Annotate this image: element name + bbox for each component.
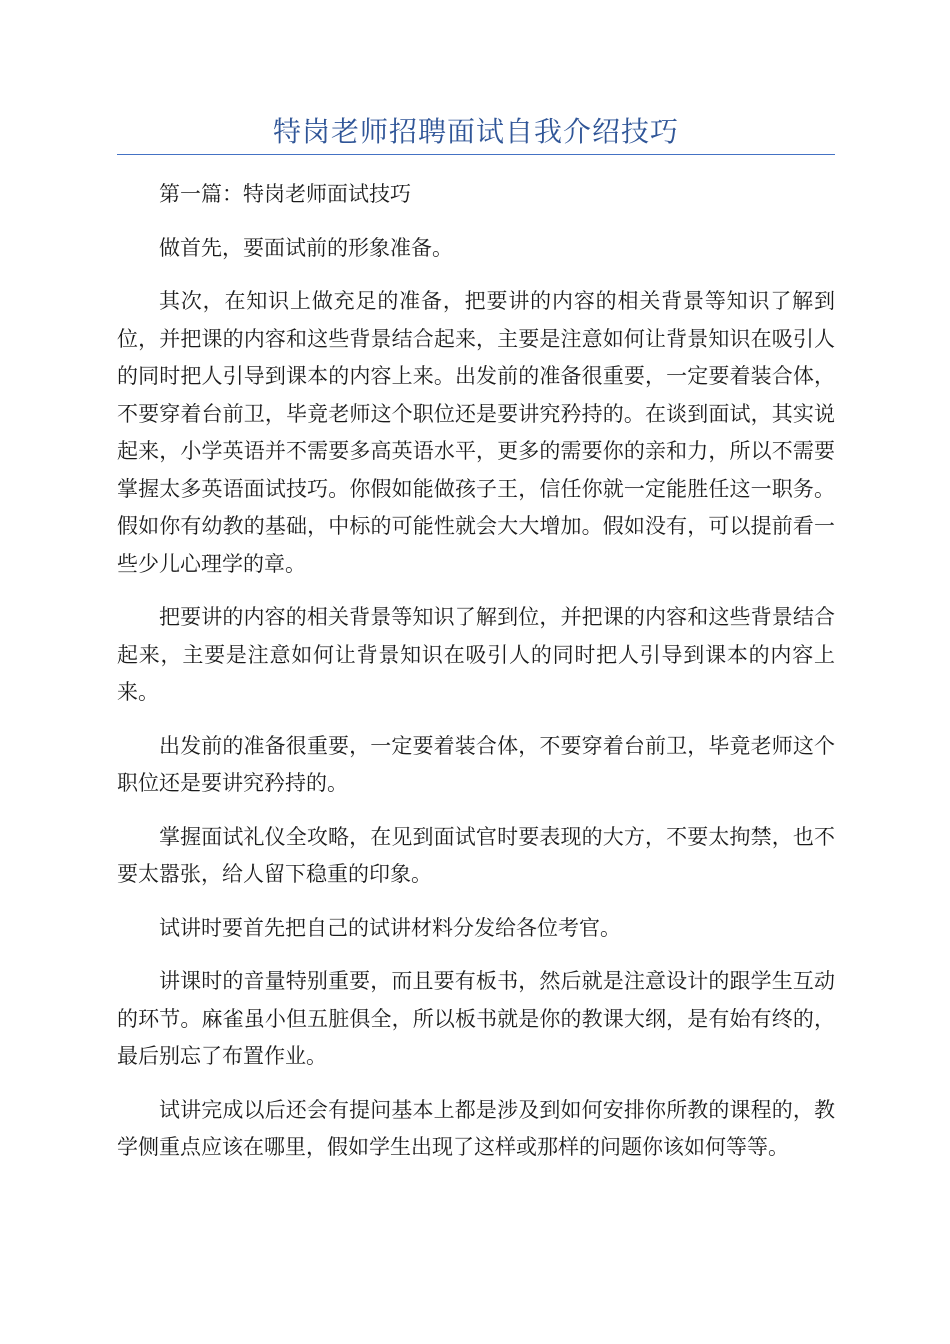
paragraph-7: 试讲时要首先把自己的试讲材料分发给各位考官。 [159, 915, 621, 940]
paragraph-2: 做首先，要面试前的形象准备。 [159, 235, 453, 260]
paragraph-3: 其次，在知识上做充足的准备，把要讲的内容的相关背景等知识了解到位，并把课的内容和这些背景结合起来，主要是注意如何让背景知识在吸引人的同时把人引导到课本的内容上来。出发前的准备很重要，一定要着装合体，不要穿着台前卫，毕竟老师这个职位还是要讲究矜持的。在谈到面试，其实说起来，小学英语并不需要多高英语水平，更多的需要你的亲和力，所以不需要掌握太多英语面试技巧。你假如能做孩子王，信任你就一定能胜任这一职务。假如你有幼教的基础，中标的可能性就会大大增加。假如没有，可以提前看一些少儿心理学的章。 [117, 289, 835, 576]
paragraph-9: 试讲完成以后还会有提问基本上都是涉及到如何安排你所教的课程的，教学侧重点应该在哪里，假如学生出现了这样或那样的问题你该如何等等。 [117, 1097, 835, 1159]
paragraph-5: 出发前的准备很重要，一定要着装合体，不要穿着台前卫，毕竟老师这个职位还是要讲究矜持的。 [117, 733, 835, 795]
paragraph-8: 讲课时的音量特别重要，而且要有板书，然后就是注意设计的跟学生互动的环节。麻雀虽小但五脏俱全，所以板书就是你的教课大纲，是有始有终的，最后别忘了布置作业。 [117, 969, 835, 1068]
title-underline [117, 154, 835, 155]
paragraph-4: 把要讲的内容的相关背景等知识了解到位，并把课的内容和这些背景结合起来，主要是注意如何让背景知识在吸引人的同时把人引导到课本的内容上来。 [117, 605, 835, 704]
paragraph-1: 第一篇：特岗老师面试技巧 [159, 182, 411, 206]
document-body [117, 176, 835, 1183]
document-title: 特岗老师招聘面试自我介绍技巧 [272, 115, 679, 148]
paragraph-6: 掌握面试礼仪全攻略，在见到面试官时要表现的大方，不要太拘禁，也不要太嚣张，给人留下稳重的印象。 [117, 824, 835, 886]
